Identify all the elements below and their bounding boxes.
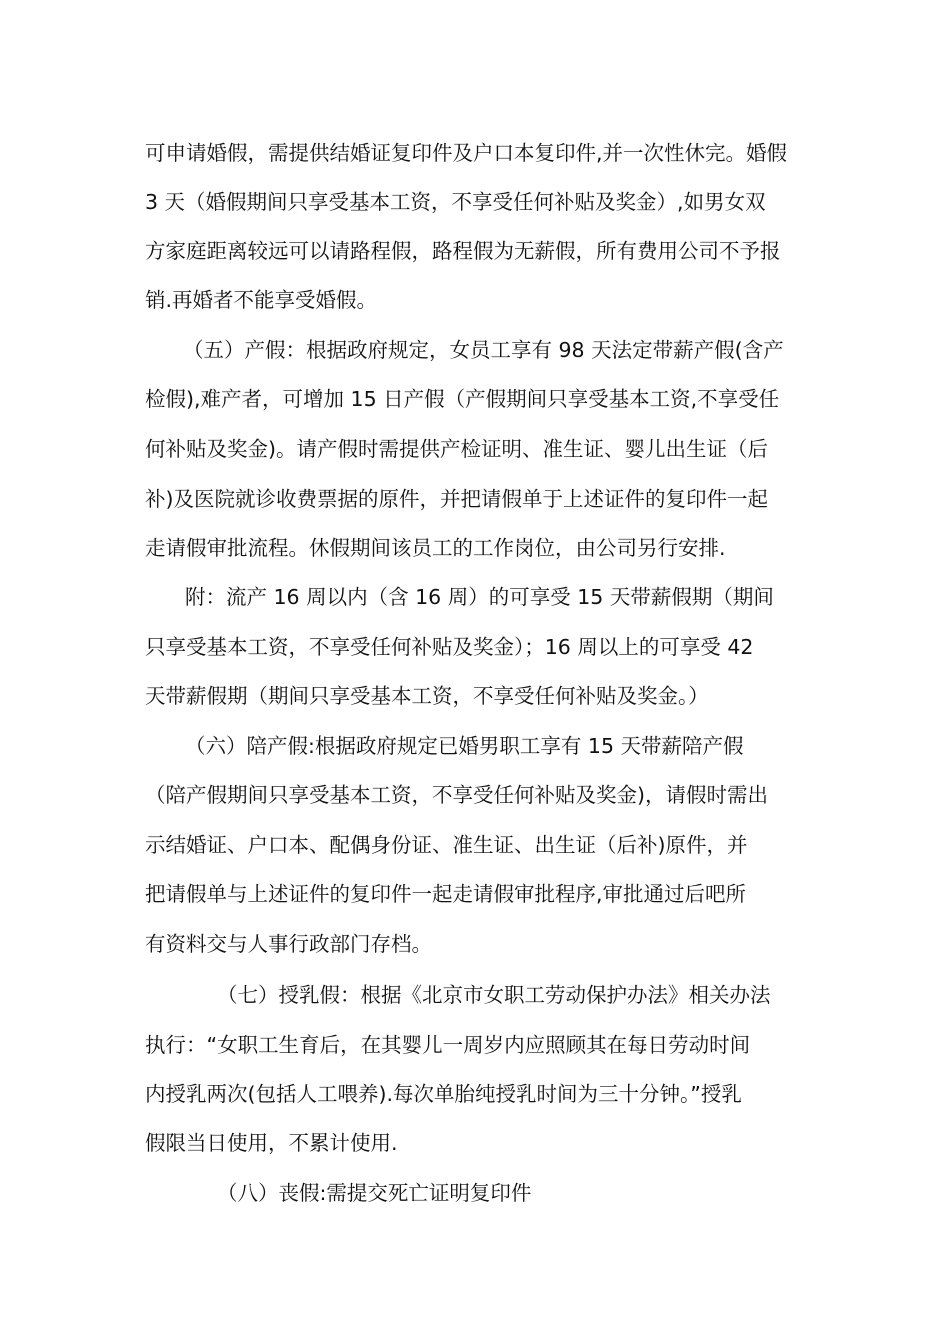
text-line: 有资料交与人事行政部门存档。 — [145, 932, 432, 956]
text-line: 只享受基本工资，不享受任何补贴及奖金）；16 周以上的可享受 42 — [145, 635, 754, 659]
text-line: 内授乳两次(包括人工喂养).每次单胎纯授乳时间为三十分钟。”授乳 — [145, 1082, 742, 1106]
text-line: 检假),难产者，可增加 15 日产假（产假期间只享受基本工资,不享受任 — [145, 387, 780, 411]
text-line: 方家庭距离较远可以请路程假，路程假为无薪假，所有费用公司不予报 — [145, 239, 781, 263]
text-line: 假限当日使用，不累计使用. — [145, 1131, 398, 1155]
text-line: 销.再婚者不能享受婚假。 — [145, 288, 378, 312]
text-line: 示结婚证、户口本、配偶身份证、准生证、出生证（后补)原件，并 — [145, 833, 748, 857]
text-line: （陪产假期间只享受基本工资，不享受任何补贴及奖金)，请假时需出 — [145, 783, 768, 807]
text-line: （六）陪产假:根据政府规定已婚男职工享有 15 天带薪陪产假 — [185, 734, 744, 758]
text-line: 把请假单与上述证件的复印件一起走请假审批程序,审批通过后吧所 — [145, 882, 747, 906]
text-line: 走请假审批流程。休假期间该员工的工作岗位，由公司另行安排. — [145, 536, 726, 560]
text-line: 可申请婚假，需提供结婚证复印件及户口本复印件,并一次性休完。婚假 — [145, 141, 788, 165]
text-line: 何补贴及奖金)。请产假时需提供产检证明、准生证、婴儿出生证（后 — [145, 437, 768, 461]
text-line: （八）丧假:需提交死亡证明复印件 — [217, 1181, 532, 1205]
text-line: 天带薪假期（期间只享受基本工资，不享受任何补贴及奖金。） — [145, 684, 709, 708]
text-line: 3 天（婚假期间只享受基本工资，不享受任何补贴及奖金）,如男女双 — [145, 190, 766, 214]
text-line: 附：流产 16 周以内（含 16 周）的可享受 15 天带薪假期（期间 — [185, 585, 774, 609]
text-line: 补)及医院就诊收费票据的原件，并把请假单于上述证件的复印件一起 — [145, 487, 768, 511]
text-line: （五）产假：根据政府规定，女员工享有 98 天法定带薪产假(含产 — [183, 338, 784, 362]
text-line: （七）授乳假：根据《北京市女职工劳动保护办法》相关办法 — [217, 983, 771, 1007]
text-line: 执行：“女职工生育后，在其婴儿一周岁内应照顾其在每日劳动时间 — [145, 1033, 751, 1057]
